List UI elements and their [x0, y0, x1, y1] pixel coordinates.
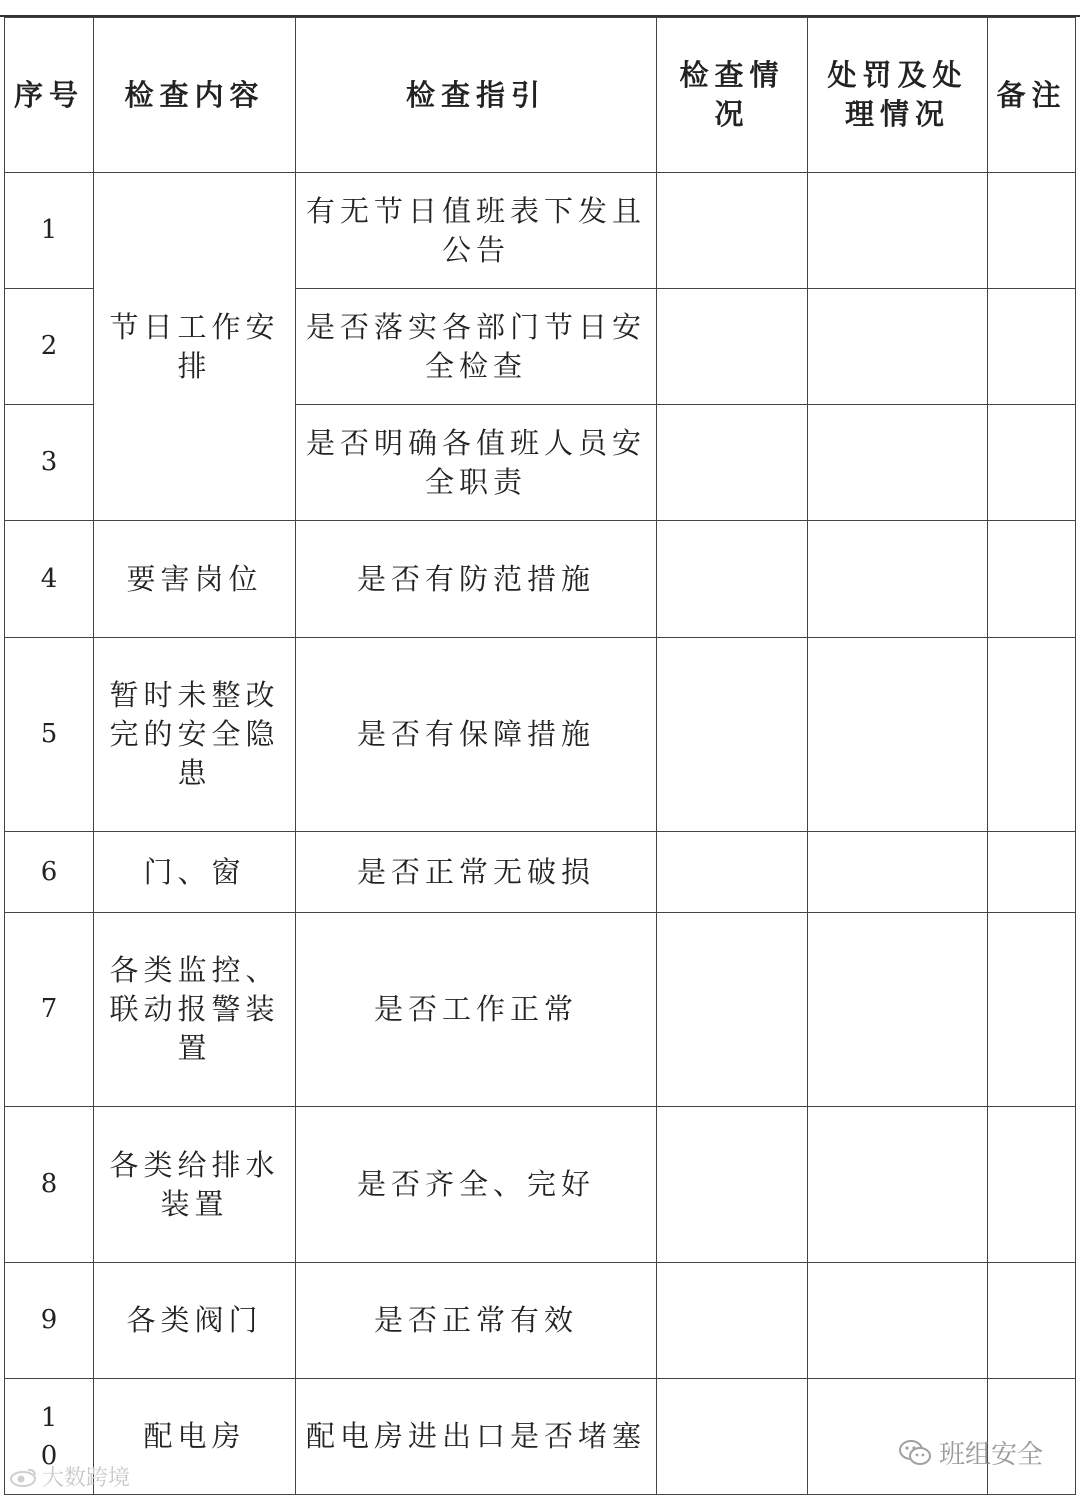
header-row — [5, 18, 1076, 173]
table-row — [5, 832, 1076, 913]
row-guide: 配电房进出口是否堵塞 — [296, 1379, 657, 1495]
row-content: 各类监控、联动报警装置 — [94, 913, 296, 1107]
header-remark: 备注 — [988, 18, 1076, 173]
watermark-left — [8, 1461, 130, 1492]
header-penalty: 处罚及处理情况 — [808, 18, 988, 173]
remark-cell[interactable] — [988, 832, 1076, 913]
row-number: 7 — [5, 913, 94, 1107]
row-content: 各类给排水装置 — [94, 1107, 296, 1263]
row-content: 门、窗 — [94, 832, 296, 913]
row-number: 5 — [5, 638, 94, 832]
status-cell[interactable] — [657, 832, 808, 913]
row-number: 9 — [5, 1263, 94, 1379]
row-guide: 是否明确各值班人员安全职责 — [296, 405, 657, 521]
penalty-cell[interactable] — [808, 521, 988, 638]
row-guide: 是否有保障措施 — [296, 638, 657, 832]
row-content: 各类阀门 — [94, 1263, 296, 1379]
row-content: 要害岗位 — [94, 521, 296, 638]
row-guide: 是否落实各部门节日安全检查 — [296, 289, 657, 405]
header-content: 检查内容 — [94, 18, 296, 173]
watermark-left-text: 大数跨境 — [42, 1466, 131, 1491]
inspection-table — [4, 17, 1076, 1495]
row-guide: 是否正常有效 — [296, 1263, 657, 1379]
remark-cell[interactable] — [988, 405, 1076, 521]
remark-cell[interactable] — [988, 638, 1076, 832]
watermark-right — [897, 1434, 1043, 1471]
remark-cell[interactable] — [988, 521, 1076, 638]
remark-cell[interactable] — [988, 913, 1076, 1107]
remark-cell[interactable] — [988, 289, 1076, 405]
status-cell[interactable] — [657, 1379, 808, 1495]
row-guide: 是否正常无破损 — [296, 832, 657, 913]
row-number: 10 — [5, 1379, 94, 1495]
penalty-cell[interactable] — [808, 832, 988, 913]
status-cell[interactable] — [657, 289, 808, 405]
table-row — [5, 1107, 1076, 1263]
row-guide: 是否工作正常 — [296, 913, 657, 1107]
status-cell[interactable] — [657, 405, 808, 521]
row-number: 8 — [5, 1107, 94, 1263]
header-status: 检查情况 — [657, 18, 808, 173]
remark-cell[interactable] — [988, 1107, 1076, 1263]
remark-cell[interactable] — [988, 173, 1076, 289]
table-row — [5, 638, 1076, 832]
status-cell[interactable] — [657, 1263, 808, 1379]
row-number: 4 — [5, 521, 94, 638]
penalty-cell[interactable] — [808, 405, 988, 521]
row-guide: 有无节日值班表下发且公告 — [296, 173, 657, 289]
row-number: 6 — [5, 832, 94, 913]
row-guide: 是否有防范措施 — [296, 521, 657, 638]
weibo-eye-icon — [8, 1466, 38, 1488]
header-guide: 检查指引 — [296, 18, 657, 173]
status-cell[interactable] — [657, 173, 808, 289]
watermark-right-text: 班组安全 — [939, 1440, 1044, 1470]
row-content: 配电房 — [94, 1379, 296, 1495]
penalty-cell[interactable] — [808, 289, 988, 405]
penalty-cell[interactable] — [808, 913, 988, 1107]
table-row — [5, 521, 1076, 638]
remark-cell[interactable] — [988, 1263, 1076, 1379]
table-row — [5, 173, 1076, 289]
row-guide: 是否齐全、完好 — [296, 1107, 657, 1263]
header-seq: 序号 — [5, 18, 94, 173]
row-number: 3 — [5, 405, 94, 521]
status-cell[interactable] — [657, 521, 808, 638]
row-number: 2 — [5, 289, 94, 405]
table-row — [5, 913, 1076, 1107]
penalty-cell[interactable] — [808, 1107, 988, 1263]
penalty-cell[interactable] — [808, 173, 988, 289]
status-cell[interactable] — [657, 913, 808, 1107]
status-cell[interactable] — [657, 638, 808, 832]
row-number: 1 — [5, 173, 94, 289]
wechat-icon — [897, 1439, 933, 1467]
penalty-cell[interactable] — [808, 638, 988, 832]
penalty-cell[interactable] — [808, 1263, 988, 1379]
row-content: 暂时未整改完的安全隐患 — [94, 638, 296, 832]
row-content: 节日工作安排 — [94, 173, 296, 521]
table-row — [5, 1263, 1076, 1379]
status-cell[interactable] — [657, 1107, 808, 1263]
